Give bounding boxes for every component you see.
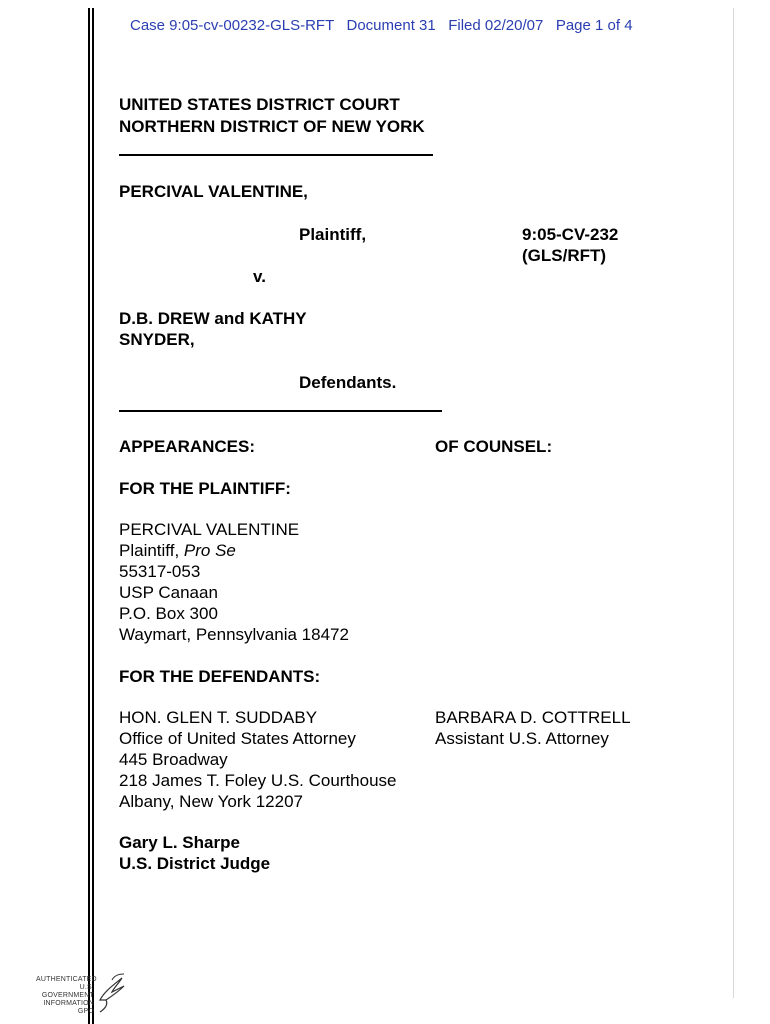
judge-name: Gary L. Sharpe <box>119 833 240 852</box>
caption-bottom-rule <box>119 410 442 412</box>
ecf-header-stamp <box>130 17 633 34</box>
case-number-line2: (GLS/RFT) <box>522 246 607 265</box>
defendants-attorney-name: HON. GLEN T. SUDDABY <box>119 708 318 727</box>
defendants-attorney-building: 218 James T. Foley U.S. Courthouse <box>119 771 397 790</box>
court-name: UNITED STATES DISTRICT COURT <box>119 95 400 114</box>
caption-top-rule <box>119 154 433 156</box>
plaintiff-name: PERCIVAL VALENTINE, <box>119 182 308 201</box>
eagle-icon <box>94 970 130 1014</box>
of-counsel-heading: OF COUNSEL: <box>435 437 553 456</box>
plaintiff-facility: USP Canaan <box>119 583 218 602</box>
gpo-authentication-seal <box>36 970 136 1016</box>
plaintiff-po-box: P.O. Box 300 <box>119 604 218 623</box>
left-margin-line <box>88 8 90 1024</box>
seal-text-line3: INFORMATION <box>43 1000 94 1007</box>
defendants-names-line2: SNYDER, <box>119 330 195 349</box>
plaintiff-inmate-number: 55317-053 <box>119 562 201 581</box>
plaintiff-city: Waymart, Pennsylvania 18472 <box>119 625 349 644</box>
appearances-heading: APPEARANCES: <box>119 437 256 456</box>
case-number-line1: 9:05-CV-232 <box>522 225 619 244</box>
for-defendants-heading: FOR THE DEFENDANTS: <box>119 667 321 686</box>
pro-se-italic: Pro Se <box>183 541 236 560</box>
seal-text-line2: U.S. GOVERNMENT <box>41 984 94 999</box>
case-number-stamp: Case 9:05-cv-00232-GLS-RFT <box>130 17 334 34</box>
defendants-role: Defendants. <box>299 373 397 392</box>
document-number-stamp: Document 31 <box>346 17 436 34</box>
filed-date-stamp: Filed 02/20/07 <box>448 17 544 34</box>
defendants-attorney-city: Albany, New York 12207 <box>119 792 303 811</box>
for-plaintiff-heading: FOR THE PLAINTIFF: <box>119 479 291 498</box>
counsel-name: BARBARA D. COTTRELL <box>435 708 631 727</box>
versus: v. <box>253 267 266 286</box>
defendants-attorney-office: Office of United States Attorney <box>119 729 356 748</box>
seal-text-line1: AUTHENTICATED <box>36 976 97 983</box>
judge-title: U.S. District Judge <box>119 854 271 873</box>
defendants-attorney-street: 445 Broadway <box>119 750 228 769</box>
left-margin-line-inner <box>92 8 94 1024</box>
plaintiff-address-name: PERCIVAL VALENTINE <box>119 520 300 539</box>
seal-text <box>36 976 97 1016</box>
plaintiff-address-role <box>119 540 236 561</box>
page-number-stamp: Page 1 of 4 <box>555 17 633 34</box>
counsel-title: Assistant U.S. Attorney <box>435 729 609 748</box>
plaintiff-role: Plaintiff, <box>299 225 367 244</box>
right-margin-line <box>733 8 734 998</box>
plaintiff-role-prefix: Plaintiff, <box>119 541 184 560</box>
seal-text-line4: GPO <box>77 1008 94 1015</box>
court-district: NORTHERN DISTRICT OF NEW YORK <box>119 117 425 136</box>
defendants-names-line1: D.B. DREW and KATHY <box>119 309 307 328</box>
